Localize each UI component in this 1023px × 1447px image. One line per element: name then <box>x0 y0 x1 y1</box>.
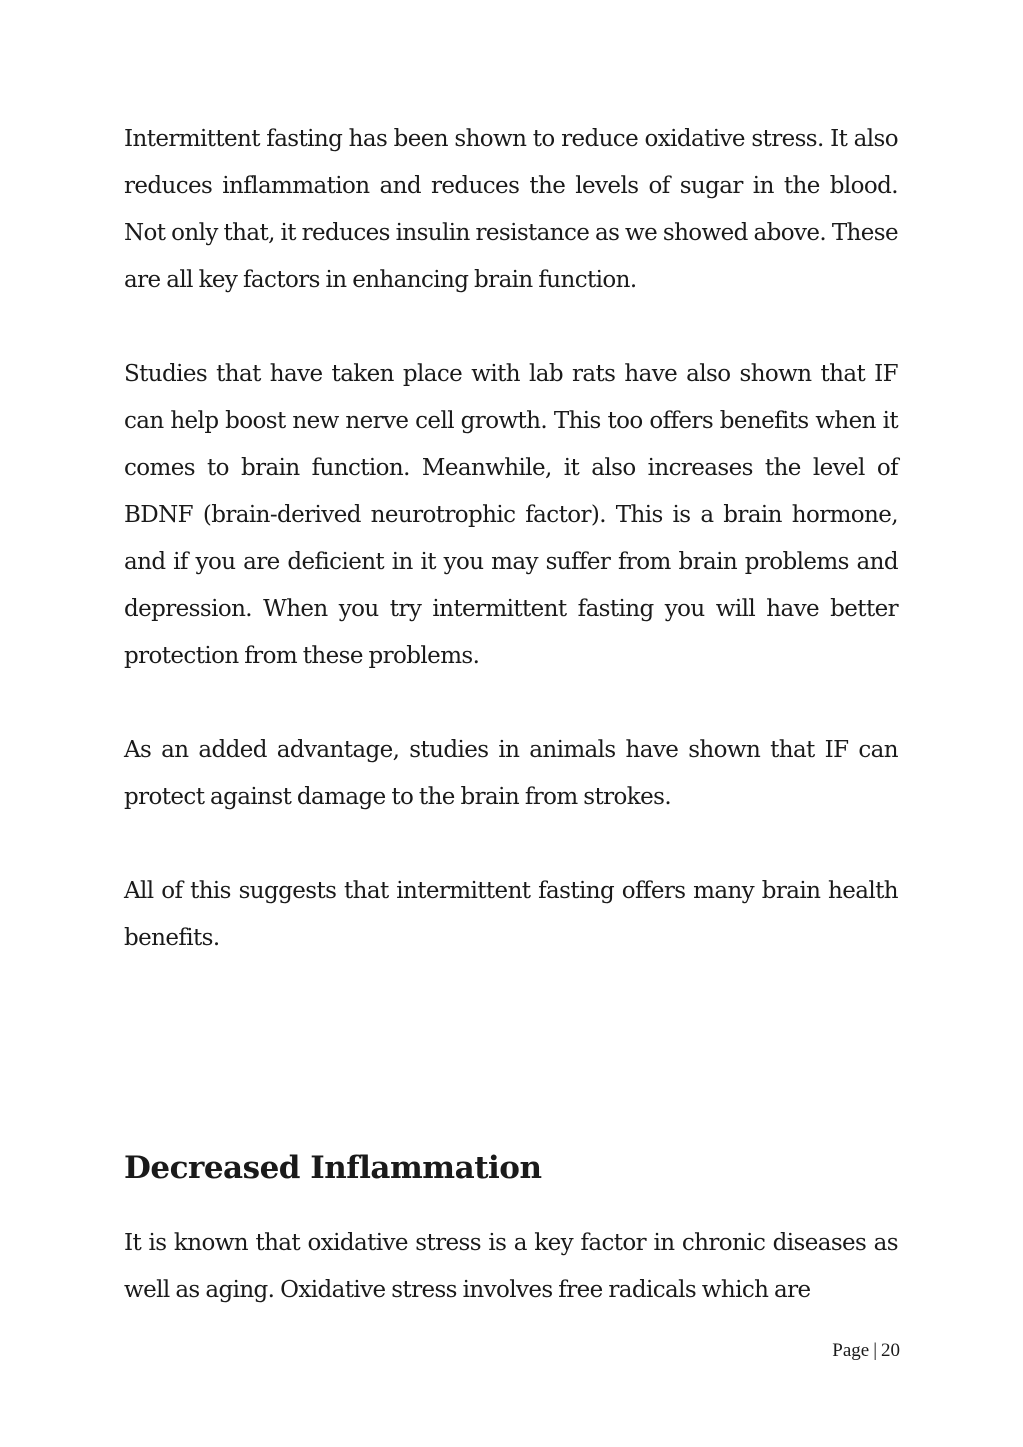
section-body <box>124 1220 898 1361</box>
page-number: 20 <box>881 1340 900 1361</box>
body-text <box>124 116 898 1009</box>
page-separator: | <box>873 1340 877 1361</box>
paragraph-nerve-cell-growth: Studies that have taken place with lab rats have also shown that IF can help boost new nerve cell growth. This too offers benefits when it comes to brain function. Meanwhile, it also increases the level of BDNF (brain-derived neurotrophic factor). This is a brain hormone, and if you are deficient in it you may suffer from brain problems and depression. When you try intermittent fasting you will have better protection from these problems. <box>124 361 898 669</box>
page-footer <box>832 1340 900 1362</box>
paragraph-brain-benefits: All of this suggests that intermittent fasting offers many brain health benefits. <box>124 878 898 951</box>
page-label: Page <box>832 1340 870 1361</box>
paragraph-oxidative-stress: Intermittent fasting has been shown to reduce oxidative stress. It also reduces inflammation and reduces the levels of sugar in the blood. Not only that, it reduces insulin resistance as we showed above. These are all key factors in enhancing brain function. <box>124 126 898 293</box>
paragraph-stroke-protection: As an added advantage, studies in animals have shown that IF can protect against damage to the brain from strokes. <box>124 737 898 810</box>
paragraph-inflammation: It is known that oxidative stress is a key factor in chronic diseases as well as aging. Oxidative stress involves free radicals which are <box>124 1230 898 1303</box>
section-heading: Decreased Inflammation <box>124 1150 542 1186</box>
